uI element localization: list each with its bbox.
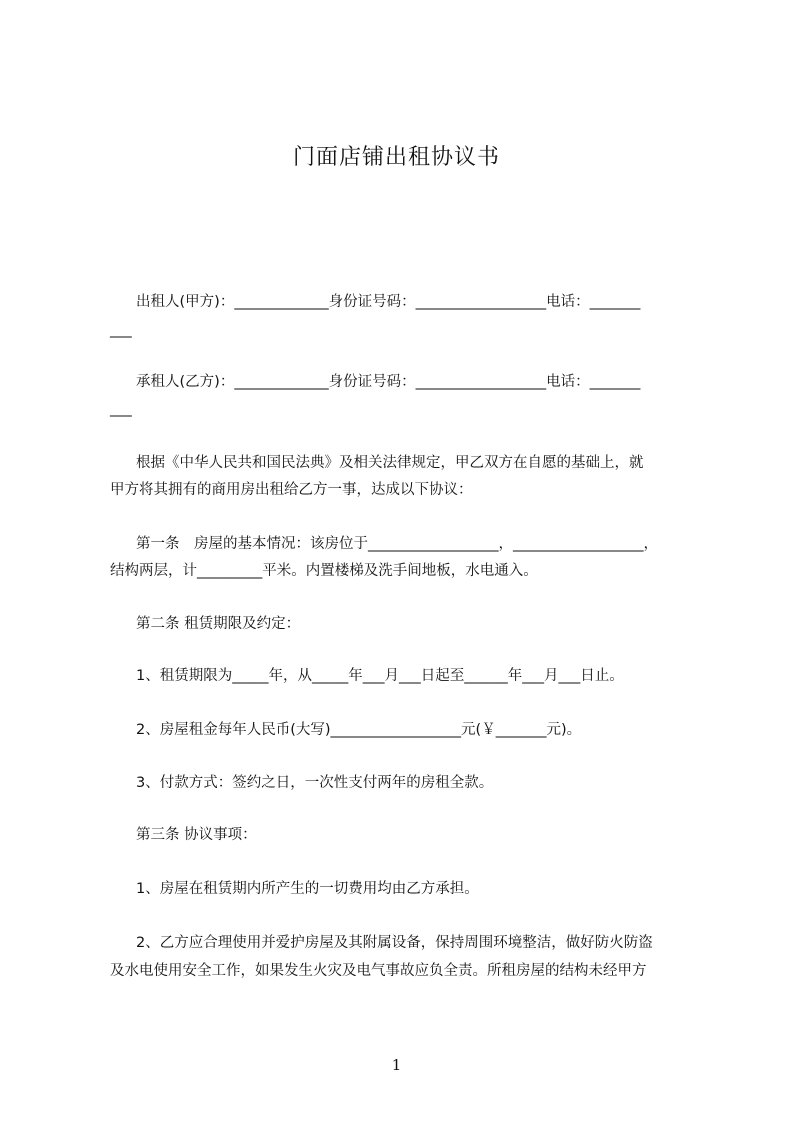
article-2-heading: 第二条 租赁期限及约定： [136, 616, 301, 632]
preamble-line-2: 甲方将其拥有的商用房出租给乙方一事，达成以下协议： [110, 482, 473, 498]
article-3-item-2-line-1: 2、乙方应合理使用并爱护房屋及其附属设备，保持周围环境整洁，做好防火防盗 [136, 935, 653, 951]
article-2-item-2: 2、房屋租金每年人民币(大写)__________________元(￥_______元)。 [136, 722, 582, 738]
article-1-line-1: 第一条 房屋的基本情况：该房位于__________________，__________________， [136, 536, 658, 552]
lessor-line-wrap: ___ [110, 322, 132, 338]
article-3-item-2-line-2: 及水电使用安全工作，如果发生火灾及电气事故应负全责。所租房屋的结构未经甲方 [110, 963, 647, 979]
article-3-item-1: 1、房屋在租赁期内所产生的一切费用均由乙方承担。 [136, 881, 479, 897]
lessee-line: 承租人(乙方)：_____________身份证号码：__________________电话：_______ [136, 374, 641, 390]
preamble-line-1: 根据《中华人民共和国民法典》及相关法律规定，甲乙双方在自愿的基础上，就 [136, 455, 644, 471]
article-2-item-1: 1、租赁期限为_____年，从_____年___月___日起至______年___月___日止。 [136, 668, 624, 684]
article-3-heading: 第三条 协议事项： [136, 827, 257, 843]
lessee-line-wrap: ___ [110, 401, 132, 417]
lessor-line: 出租人(甲方)：_____________身份证号码：__________________电话：_______ [136, 294, 641, 310]
article-2-item-3: 3、付款方式：签约之日，一次性支付两年的房租全款。 [136, 775, 494, 791]
article-1-line-2: 结构两层，计_________平米。内置楼梯及洗手间地板，水电通入。 [110, 563, 538, 579]
page-number: 1 [391, 1056, 402, 1074]
document-title: 门面店铺出租协议书 [292, 145, 500, 170]
